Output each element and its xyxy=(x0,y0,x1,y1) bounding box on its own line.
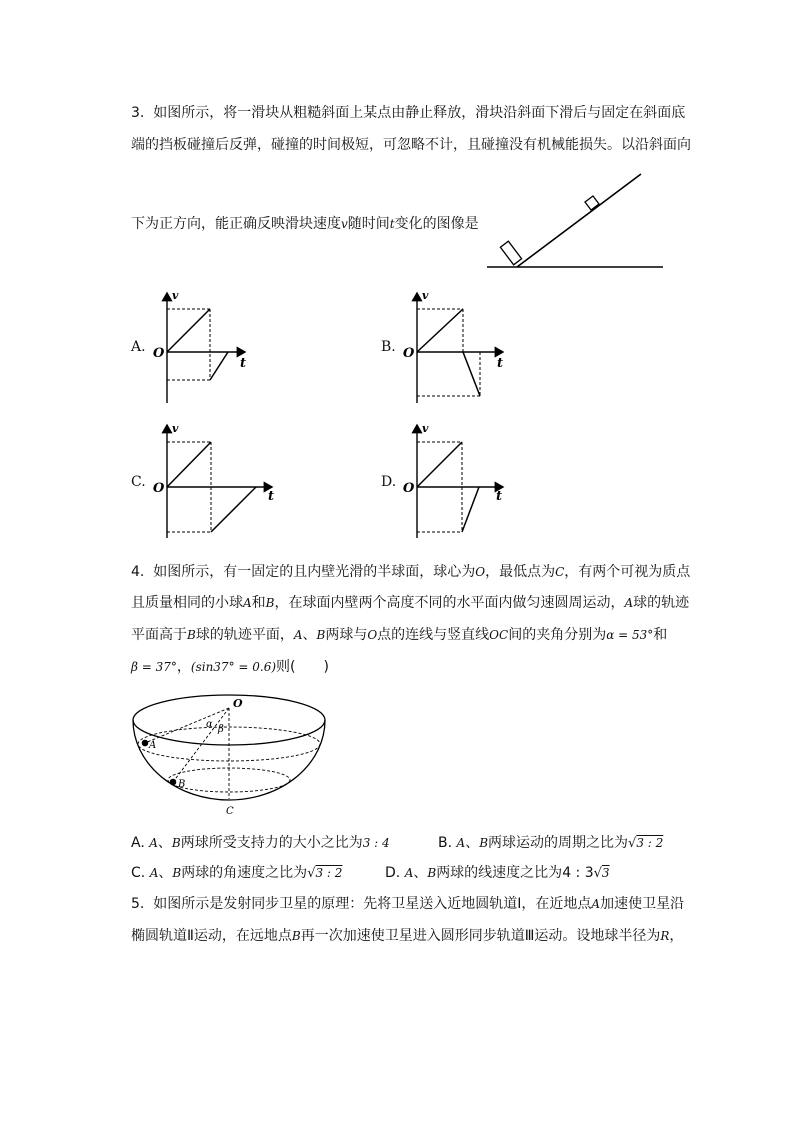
graph-b xyxy=(400,285,515,407)
v-axis-label: v xyxy=(172,289,179,302)
q4-choice-b: B. A、B两球运动的周期之比为√3 : 2 xyxy=(438,835,664,851)
q4-choice-a: A. A、B两球所受支持力的大小之比为3 : 4 xyxy=(131,835,390,851)
velocity-line xyxy=(417,442,462,487)
q4-line-1: 4. 如图所示，有一固定的且内壁光滑的半球面，球心为O，最低点为C，有两个可视为质点 xyxy=(131,564,691,580)
ball-a xyxy=(142,740,149,747)
velocity-line xyxy=(167,442,211,487)
q4-line-3: 平面高于B球的轨迹平面，A、B两球与O点的连线与竖直线OC间的夹角分别为α = 53°和 xyxy=(131,627,668,643)
origin-label: O xyxy=(403,346,415,361)
q4-line-4: β = 37°，(sin37° = 0.6)则( ) xyxy=(131,659,329,675)
velocity-line xyxy=(210,352,228,380)
option-d-label: D. xyxy=(381,474,397,490)
t-axis-label: t xyxy=(240,356,247,371)
q4-line-2: 且质量相同的小球A和B，在球面内壁两个高度不同的水平面内做匀速圆周运动，A球的轨迹 xyxy=(131,595,690,611)
q3-line-2: 端的挡板碰撞后反弹，碰撞的时间极短，可忽略不计，且碰撞没有机械能损失。以沿斜面向 xyxy=(131,137,691,153)
label-c: C xyxy=(226,806,234,817)
t-axis-label: t xyxy=(268,489,275,504)
t-axis-label: t xyxy=(497,356,504,371)
velocity-line xyxy=(417,309,463,352)
v-axis-label: v xyxy=(172,422,179,435)
option-a-label: A. xyxy=(131,339,146,355)
origin-label: O xyxy=(153,346,165,361)
v-axis-label: v xyxy=(422,422,429,435)
oa-line xyxy=(145,708,229,743)
label-alpha: α xyxy=(206,719,213,730)
origin-label: O xyxy=(403,481,415,496)
q3-line-1: 3. 如图所示，将一滑块从粗糙斜面上某点由静止释放，滑块沿斜面下滑后与固定在斜面底 xyxy=(131,105,686,121)
q4-choice-d: D. A、B两球的线速度之比为4 : 3√3 xyxy=(385,865,610,881)
label-o: O xyxy=(233,697,243,710)
graph-c xyxy=(150,420,285,542)
sqrt-sign: √ xyxy=(628,836,637,851)
label-b: B xyxy=(178,779,186,790)
q4-choice-c: C. A、B两球的角速度之比为√3 : 2 xyxy=(131,865,343,881)
origin-label: O xyxy=(153,481,165,496)
hemisphere-figure xyxy=(128,688,333,818)
label-a: A xyxy=(149,740,157,751)
velocity-line xyxy=(462,487,479,532)
velocity-line xyxy=(167,309,210,352)
graph-a xyxy=(150,285,260,407)
baffle xyxy=(500,241,521,265)
label-beta: β xyxy=(218,724,224,735)
q3-line-3: 下为正方向，能正确反映滑块速度v随时间t变化的图像是 xyxy=(131,216,479,232)
option-c-label: C. xyxy=(131,474,146,490)
velocity-line xyxy=(211,487,256,532)
incline-figure xyxy=(480,170,670,272)
sqrt-sign: √ xyxy=(307,866,316,881)
q5-line-1: 5. 如图所示是发射同步卫星的原理：先将卫星送入近地圆轨道Ⅰ，在近地点A加速使卫星沿 xyxy=(131,896,685,912)
q5-line-2: 椭圆轨道Ⅱ运动，在远地点B再一次加速使卫星进入圆形同步轨道Ⅲ运动。设地球半径为R， xyxy=(131,928,684,944)
t-axis-label: t xyxy=(496,489,503,504)
incline-line xyxy=(517,174,641,267)
v-axis-label: v xyxy=(422,289,429,302)
sqrt-sign: √ xyxy=(593,866,602,881)
option-b-label: B. xyxy=(381,339,396,355)
velocity-line xyxy=(463,352,480,396)
graph-d xyxy=(400,420,515,542)
ball-b xyxy=(170,779,177,786)
